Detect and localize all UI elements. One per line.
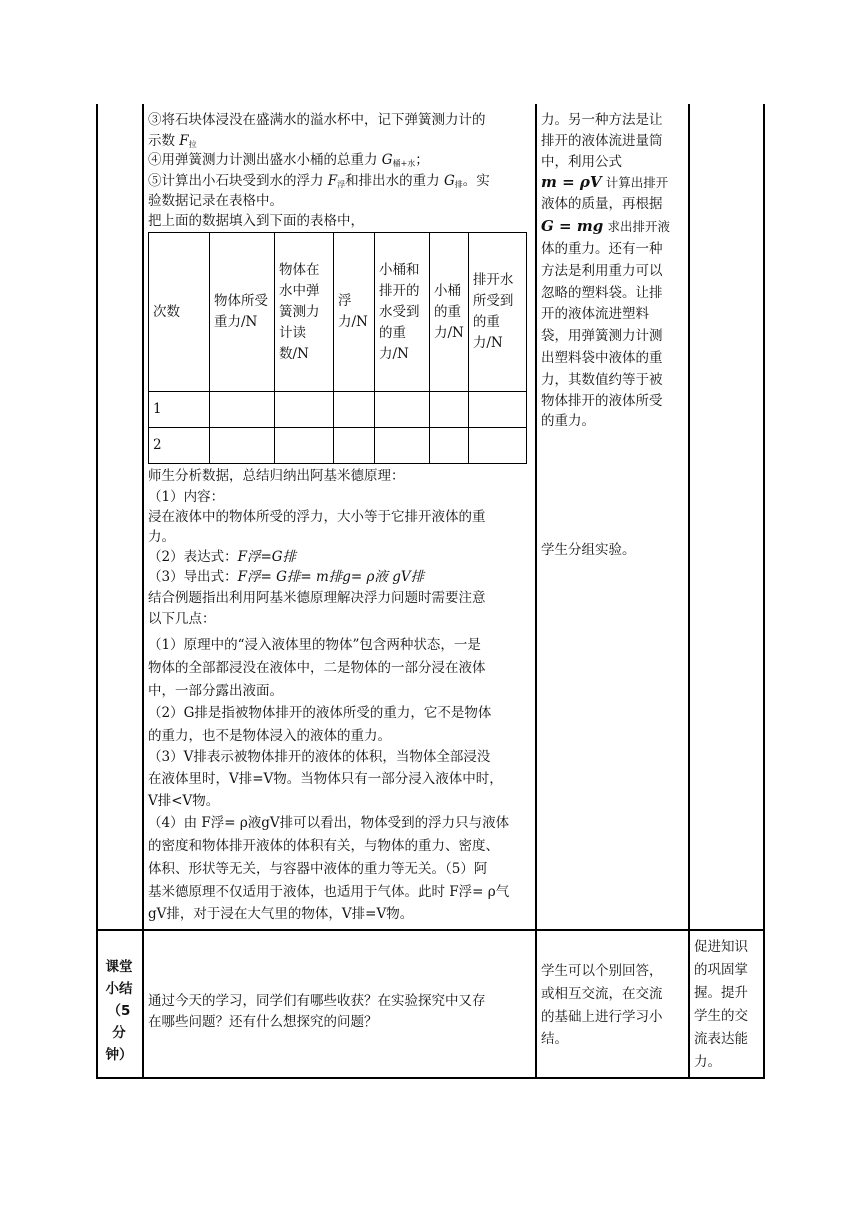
note-4-cont: 的密度和物体排开液体的体积有关，与物体的重力、密度、 (148, 838, 499, 854)
student-text: 力。另一种方法是让 (541, 112, 663, 128)
note-4-cont: gV排，对于浸在大气里的物体，V排=V物。 (148, 906, 414, 922)
table-header-cell: 浮力/N (334, 233, 375, 392)
student-text: 排开的液体流进量筒 (541, 133, 663, 149)
table-intro: 把上面的数据填入到下面的表格中， (148, 213, 364, 229)
table-cell[interactable] (430, 392, 469, 428)
grid-line (688, 104, 690, 1079)
student-text: 出塑料袋中液体的重 (541, 350, 663, 366)
table-row (149, 428, 527, 464)
table-cell[interactable] (468, 428, 526, 464)
note-1-cont: 中，一部分露出液面。 (148, 683, 283, 699)
formula-mass: m = ρV 计算出排开 (541, 173, 669, 191)
table-cell[interactable] (375, 392, 430, 428)
student-text: 中，利用公式 (541, 154, 622, 170)
note-3: （3）V排表示被物体排开的液体的体积，当物体全部浸没 (148, 749, 491, 765)
note-2-cont: 的重力，也不是物体浸入的液体的重力。 (148, 728, 391, 744)
summary-purpose: 握。提升 (694, 985, 748, 1001)
table-header-cell: 排开水所受到的重力/N (468, 233, 526, 392)
data-table (148, 232, 527, 464)
summary-question-cont: 在哪些问题？还有什么想探究的问题？ (148, 1014, 378, 1030)
table-cell[interactable] (375, 428, 430, 464)
step5-text-cont: 验数据记录在表格中。 (148, 193, 283, 209)
notes-intro: 结合例题指出利用阿基米德原理解决浮力问题时需要注意 (148, 590, 486, 606)
table-cell[interactable] (275, 392, 334, 428)
table-header-cell: 小桶和排开的水受到的重力/N (375, 233, 430, 392)
note-4-cont: 体积、形状等无关，与容器中液体的重力等无关。（5）阿 (148, 861, 488, 877)
student-text: 物体排开的液体所受 (541, 393, 663, 409)
summary-student: 结。 (541, 1031, 568, 1047)
note-2: （2）G排是指被物体排开的液体所受的重力，它不是物体 (148, 705, 492, 721)
table-cell[interactable] (210, 428, 275, 464)
student-text: 袋，用弹簧测力计测 (541, 328, 663, 344)
table-header-cell: 物体所受重力/N (210, 233, 275, 392)
content-label: （1）内容： (148, 489, 225, 505)
content-text-cont: 力。 (148, 529, 175, 545)
summary-student: 的基础上进行学习小 (541, 1009, 663, 1025)
summary-purpose: 流表达能 (694, 1031, 748, 1047)
student-text: 体的重力。还有一种 (541, 241, 663, 257)
note-4-cont: 基米德原理不仅适用于液体，也适用于气体。此时 F浮= ρ气 (148, 884, 510, 900)
grid-line (763, 104, 765, 1079)
step3-text: ③将石块体浸没在盛满水的溢水杯中，记下弹簧测力计的 (148, 112, 486, 128)
student-text: 开的液体流进塑料 (541, 306, 649, 322)
grid-line (535, 104, 537, 1079)
step3-text-cont: 示数 $F_拉$ (148, 133, 197, 149)
note-3-cont: 在液体里时，V排=V物。当物体只有一部分浸入液体中时， (148, 771, 503, 787)
analysis-text: 师生分析数据，总结归纳出阿基米德原理： (148, 468, 405, 484)
summary-question: 通过今天的学习，同学们有哪些收获？在实验探究中又存 (148, 993, 486, 1009)
table-cell[interactable] (275, 428, 334, 464)
note-1-cont: 物体的全部都浸没在液体中，二是物体的一部分浸在液体 (148, 660, 486, 676)
table-row (149, 392, 527, 428)
notes-intro-cont: 以下几点： (148, 611, 216, 627)
section-label-summary: 课堂 小结 （5 分 钟） (105, 959, 133, 1063)
table-cell[interactable] (430, 428, 469, 464)
note-1: （1）原理中的“浸入液体里的物体”包含两种状态，一是 (148, 637, 481, 653)
grid-line (96, 929, 765, 931)
grid-line (142, 104, 144, 1079)
step4-text: ④用弹簧测力计测出盛水小桶的总重力 $G_{桶+水}$； (148, 152, 429, 168)
table-header-row (149, 233, 527, 392)
table-header-cell: 物体在水中弹簧测力计读数/N (275, 233, 334, 392)
derived-line: （3）导出式：F浮= G排= m排g= ρ液 gV排 (148, 569, 425, 585)
student-text: 液体的质量，再根据 (541, 196, 663, 212)
table-header-cell: 小桶的重力/N (430, 233, 469, 392)
table-cell[interactable] (334, 392, 375, 428)
formula-weight: G = mg 求出排开液 (541, 217, 670, 235)
table-cell: 1 (149, 392, 210, 428)
table-cell[interactable] (468, 392, 526, 428)
student-text: 力，其数值约等于被 (541, 372, 663, 388)
grid-line (96, 1077, 765, 1079)
summary-purpose: 促进知识 (694, 939, 748, 955)
summary-purpose: 力。 (694, 1054, 721, 1070)
summary-student: 或相互交流，在交流 (541, 986, 663, 1002)
expression-line: （2）表达式：F浮=G排 (148, 549, 297, 565)
content-text: 浸在液体中的物体所受的浮力，大小等于它排开液体的重 (148, 509, 486, 525)
grid-line (96, 104, 98, 1079)
student-text: 方法是利用重力可以 (541, 263, 663, 279)
table-cell[interactable] (334, 428, 375, 464)
student-text: 的重力。 (541, 413, 595, 429)
group-experiment-text: 学生分组实验。 (541, 542, 636, 558)
note-4: （4）由 F浮= ρ液gV排可以看出，物体受到的浮力只与液体 (148, 815, 510, 831)
note-3-cont: V排<V物。 (148, 793, 220, 809)
step5-text: ⑤计算出小石块受到水的浮力 $F_浮$和排出水的重力 $G_排$。实 (148, 173, 490, 189)
table-cell: 2 (149, 428, 210, 464)
summary-purpose: 的巩固掌 (694, 962, 748, 978)
table-cell[interactable] (210, 392, 275, 428)
table-header-cell: 次数 (149, 233, 210, 392)
student-text: 忽略的塑料袋。让排 (541, 285, 663, 301)
summary-student: 学生可以个别回答， (541, 963, 663, 979)
summary-purpose: 学生的交 (694, 1008, 748, 1024)
